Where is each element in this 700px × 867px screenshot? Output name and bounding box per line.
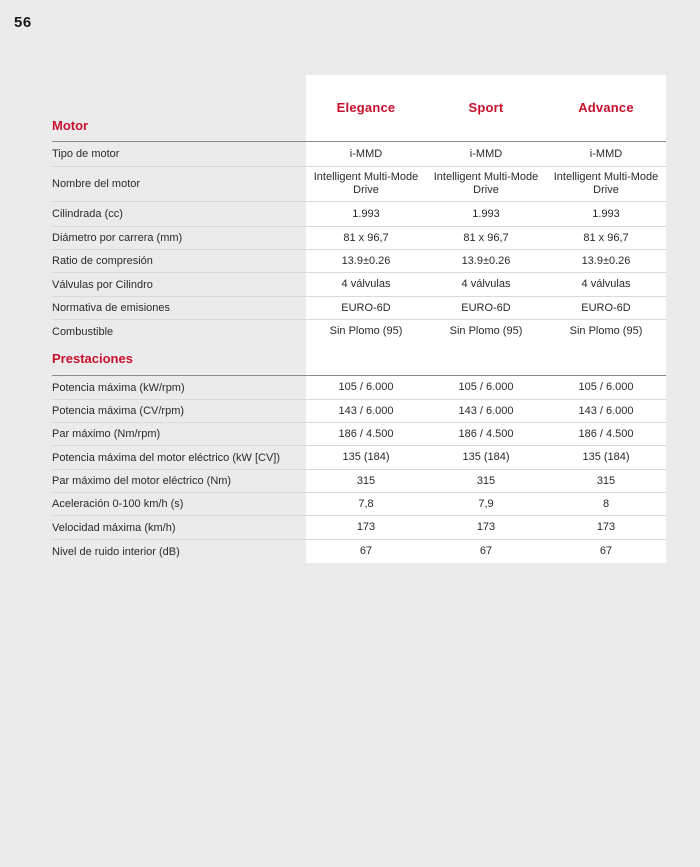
row-label: Combustible <box>52 325 114 338</box>
row-label: Diámetro por carrera (mm) <box>52 232 183 244</box>
table-row <box>52 516 666 540</box>
value-elegance: 173 <box>356 521 376 533</box>
row-label: Normativa de emisiones <box>52 302 170 314</box>
value-sport: 7,9 <box>478 497 494 510</box>
model-header-advance: Advance <box>578 100 634 115</box>
row-label: Potencia máxima del motor eléctrico (kW [CV]) <box>52 451 281 464</box>
value-sport: 173 <box>476 521 496 533</box>
value-sport: i-MMD <box>469 147 503 160</box>
value-advance: 8 <box>602 497 610 510</box>
table-row <box>52 273 666 297</box>
value-elegance: 7,8 <box>358 497 374 510</box>
table-row <box>52 376 666 400</box>
row-label: Potencia máxima (CV/rpm) <box>52 405 185 417</box>
page-number: 56 <box>14 14 32 31</box>
table-row <box>52 250 666 273</box>
value-elegance: 81 x 96,7 <box>343 231 389 244</box>
model-header-sport: Sport <box>468 100 504 115</box>
value-elegance: 4 válvulas <box>341 278 391 290</box>
value-sport: Intelligent Multi-Mode Drive <box>433 171 539 196</box>
value-advance: 81 x 96,7 <box>583 231 629 244</box>
table-row <box>52 540 666 563</box>
value-sport: 81 x 96,7 <box>463 231 509 244</box>
row-label: Ratio de compresión <box>52 255 153 267</box>
value-sport: 4 válvulas <box>461 278 511 290</box>
value-advance: 186 / 4.500 <box>578 427 634 440</box>
value-advance: i-MMD <box>589 147 623 160</box>
value-elegance: 143 / 6.000 <box>338 404 394 417</box>
value-elegance: 135 (184) <box>342 451 390 463</box>
table-row <box>52 400 666 423</box>
value-elegance: EURO-6D <box>341 301 391 314</box>
value-sport: 315 <box>476 474 496 487</box>
row-label: Aceleración 0-100 km/h (s) <box>52 498 184 510</box>
value-elegance: 315 <box>356 474 376 487</box>
value-sport: 67 <box>479 545 493 557</box>
value-advance: 13.9±0.26 <box>581 254 631 267</box>
value-advance: 173 <box>596 521 616 533</box>
value-advance: 135 (184) <box>582 451 630 463</box>
value-sport: 105 / 6.000 <box>458 381 514 393</box>
table-row <box>52 167 666 202</box>
value-advance: Intelligent Multi-Mode Drive <box>553 171 659 196</box>
row-label: Par máximo del motor eléctrico (Nm) <box>52 475 232 487</box>
value-advance: 105 / 6.000 <box>578 381 634 393</box>
value-sport: 143 / 6.000 <box>458 404 514 417</box>
value-sport: 135 (184) <box>462 451 510 463</box>
value-advance: 315 <box>596 474 616 487</box>
value-advance: 67 <box>599 545 613 557</box>
table-row <box>52 227 666 250</box>
row-label: Válvulas por Cilindro <box>52 278 153 291</box>
value-elegance: Intelligent Multi-Mode Drive <box>313 171 419 196</box>
table-row <box>52 423 666 446</box>
value-elegance: i-MMD <box>349 147 383 160</box>
value-elegance: 186 / 4.500 <box>338 427 394 440</box>
value-sport: 1.993 <box>472 207 500 220</box>
value-sport: 186 / 4.500 <box>458 427 514 440</box>
section-title-motor: Motor <box>52 118 89 133</box>
value-sport: 13.9±0.26 <box>461 254 511 267</box>
value-advance: EURO-6D <box>581 301 631 314</box>
value-advance: Sin Plomo (95) <box>569 325 643 337</box>
row-label: Nombre del motor <box>52 178 141 190</box>
value-elegance: 67 <box>359 545 373 557</box>
row-label: Tipo de motor <box>52 148 120 160</box>
row-label: Potencia máxima (kW/rpm) <box>52 381 185 394</box>
table-row <box>52 320 666 343</box>
value-advance: 4 válvulas <box>581 278 631 290</box>
value-elegance: Sin Plomo (95) <box>329 325 403 337</box>
table-row <box>52 142 666 167</box>
table-row <box>52 446 666 470</box>
table-row <box>52 202 666 227</box>
value-advance: 1.993 <box>592 207 620 220</box>
value-elegance: 1.993 <box>352 207 380 220</box>
row-label: Par máximo (Nm/rpm) <box>52 428 161 440</box>
value-sport: EURO-6D <box>461 301 511 314</box>
value-elegance: 105 / 6.000 <box>338 381 394 393</box>
row-label: Velocidad máxima (km/h) <box>52 521 176 534</box>
section-title-prestaciones: Prestaciones <box>52 351 133 366</box>
table-row <box>52 470 666 493</box>
table-row <box>52 493 666 516</box>
row-label: Cilindrada (cc) <box>52 208 123 220</box>
value-advance: 143 / 6.000 <box>578 404 634 417</box>
model-header-elegance: Elegance <box>336 100 396 115</box>
table-row <box>52 297 666 320</box>
value-sport: Sin Plomo (95) <box>449 325 523 337</box>
row-label: Nivel de ruido interior (dB) <box>52 545 180 558</box>
value-elegance: 13.9±0.26 <box>341 254 391 267</box>
